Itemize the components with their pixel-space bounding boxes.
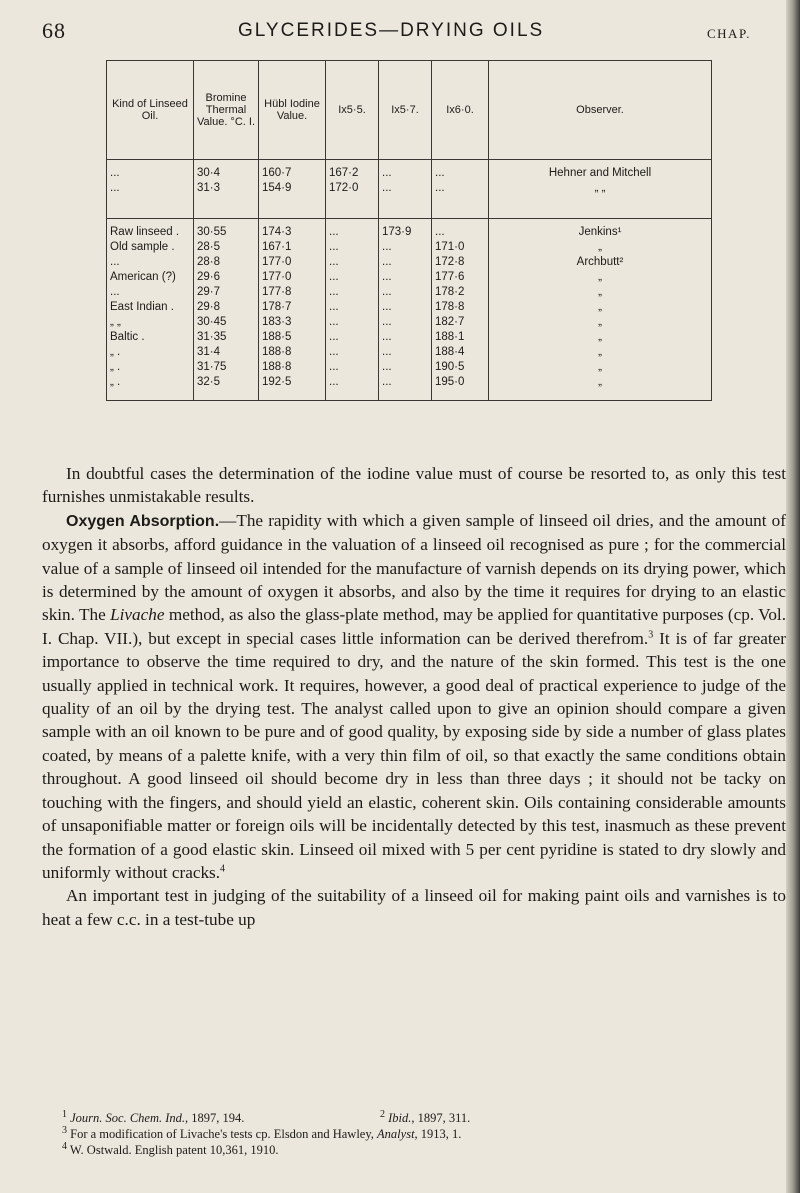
table-cell-kind: Baltic . xyxy=(107,330,194,345)
footnote-4-text: W. Ostwald. English patent 10,361, 1910. xyxy=(69,1143,279,1157)
footnote-3-text-a: For a modification of Livache's tests cp. Elsdon and Hawley, xyxy=(70,1127,378,1141)
paragraph-2 xyxy=(42,509,786,885)
table-row xyxy=(107,345,712,360)
footnote-1-ref: , 1897, 194. xyxy=(185,1111,245,1125)
page-edge-shadow xyxy=(786,0,800,1193)
table-group-2 xyxy=(107,219,712,401)
page-number: 68 xyxy=(42,18,66,43)
table-cell-i55: ... xyxy=(326,300,379,315)
table-cell-kind: Old sample . xyxy=(107,240,194,255)
table-spacer-cell xyxy=(107,390,194,401)
table-cell-bromine: 28·8 xyxy=(194,255,259,270)
table-cell-observer: „ xyxy=(489,270,712,285)
table-cell-i55: ... xyxy=(326,270,379,285)
table-cell-i57: ... xyxy=(379,315,432,330)
table-cell-hubl: 188·8 xyxy=(259,360,326,375)
table-cell-i60: 190·5 xyxy=(432,360,489,375)
table-cell-observer: „ xyxy=(489,375,712,390)
table-cell-hubl: 192·5 xyxy=(259,375,326,390)
body-text xyxy=(42,462,786,931)
table-cell-kind: ... xyxy=(107,181,194,196)
table-cell-kind: Raw linseed . xyxy=(107,225,194,240)
footnote-ref-4: 4 xyxy=(220,863,226,875)
col-bromine-header: Bromine Thermal Value. °C. I. xyxy=(194,61,259,160)
paragraph-2-text-a: —The rapidity with which a given sample of linseed oil dries, and the amount of oxygen it absorbs, afford guidance in the valuation of a linseed oil recognised as pure ; for the commercial value of a sample of linseed oil intended for the manufacture of varnish depends on its drying power, which is determined by the amount of oxygen it absorbs, and also by the time it requires for drying to an elastic skin. The xyxy=(42,510,787,625)
table-cell-bromine: 31·35 xyxy=(194,330,259,345)
footnote-2 xyxy=(380,1110,470,1126)
paragraph-1: In doubtful cases the determination of the iodine value must of course be resorted to, as only this test furnishes unmistakable results. xyxy=(42,464,786,507)
table-cell-hubl: 188·5 xyxy=(259,330,326,345)
table-cell-i57: ... xyxy=(379,240,432,255)
table-spacer-cell xyxy=(194,390,259,401)
table-cell-observer: „ xyxy=(489,285,712,300)
table-spacer-cell xyxy=(489,390,712,401)
footnote-1 xyxy=(62,1108,245,1125)
running-title: GLYCERIDES—DRYING OILS xyxy=(238,20,545,41)
table-row xyxy=(107,315,712,330)
footnote-2-mark: 2 xyxy=(380,1108,385,1120)
footnote-4-mark: 4 xyxy=(62,1140,67,1152)
table-cell-kind: American (?) xyxy=(107,270,194,285)
table-row xyxy=(107,285,712,300)
table-cell-observer: Archbutt² xyxy=(489,255,712,270)
footnote-3 xyxy=(62,1126,782,1142)
table-cell-hubl: 177·0 xyxy=(259,255,326,270)
table-cell-i60: 188·4 xyxy=(432,345,489,360)
table-row xyxy=(107,360,712,375)
table-cell-i57: ... xyxy=(379,181,432,196)
table-cell-i57: ... xyxy=(379,360,432,375)
table-cell-i60: 178·2 xyxy=(432,285,489,300)
table-row xyxy=(107,300,712,315)
table-cell-i57: ... xyxy=(379,166,432,181)
paragraph-2-text-b: method, as also the glass-plate method, may be applied for quantitative purposes (cp. Vol. I. Chap. VII.), but except in special cases little information can be derived therefrom. xyxy=(42,605,787,648)
footnote-2-source: Ibid. xyxy=(388,1111,412,1125)
table-cell-i55: ... xyxy=(326,285,379,300)
page-header xyxy=(0,18,786,48)
footnote-ref-3: 3 xyxy=(648,629,654,641)
table-cell-i55: ... xyxy=(326,315,379,330)
table-cell-kind: ... xyxy=(107,166,194,181)
livache-italic: Livache xyxy=(110,605,165,625)
footnote-3-mark: 3 xyxy=(62,1124,67,1136)
linseed-oil-table xyxy=(106,60,712,401)
table-cell-observer: „ xyxy=(489,330,712,345)
table-cell-hubl: 188·8 xyxy=(259,345,326,360)
table-cell-i60: 188·1 xyxy=(432,330,489,345)
table-spacer-cell xyxy=(432,196,489,219)
table-cell-kind: ... xyxy=(107,255,194,270)
table-cell-i57: ... xyxy=(379,345,432,360)
table-cell-i55: ... xyxy=(326,375,379,390)
paragraph-2-text-c: It is of far greater importance to observe the time required to dry, and the nature of the skin formed. This test is the one usually applied in technical work. It requires, however, a good deal of practical experience to judge of the quality of an oil by the drying test. The analyst called upon to give an opinion should compare a given sample with an oil known to be pure and of good quality, by exposing side by side a number of glass plates coated, by means of a palette knife, with a very thin film of oil, so that exactly the same conditions obtain throughout. A good linseed oil should become dry in less than three days ; it should not be tacky on touching with the fingers, and should yield an elastic, coherent skin. Oils containing considerable amounts of unsaponifiable matter or foreign oils will be incidentally detected by this test, inasmuch as these prevent the formation of a good elastic skin. Linseed oil mixed with 5 per cent pyridine is stated to dry slowly and uniformly without cracks. xyxy=(42,628,786,882)
table-row xyxy=(107,330,712,345)
table-cell-hubl: 174·3 xyxy=(259,225,326,240)
footnote-1-mark: 1 xyxy=(62,1108,67,1120)
table-cell-hubl: 177·0 xyxy=(259,270,326,285)
table-cell-observer: „ xyxy=(489,360,712,375)
table-spacer-cell xyxy=(326,196,379,219)
table-cell-i60: 171·0 xyxy=(432,240,489,255)
table-cell-hubl: 177·8 xyxy=(259,285,326,300)
col-i60-header: Ix6·0. xyxy=(432,61,489,160)
table-spacer-cell xyxy=(259,390,326,401)
table-cell-i55: ... xyxy=(326,360,379,375)
table-cell-kind: „ . xyxy=(107,360,194,375)
footnote-3-text-b: , 1913, 1. xyxy=(414,1127,462,1141)
table-cell-i60: 177·6 xyxy=(432,270,489,285)
table-spacer-cell xyxy=(326,390,379,401)
table-cell-kind: ... xyxy=(107,285,194,300)
table-cell-bromine: 31·3 xyxy=(194,181,259,196)
table-spacer-cell xyxy=(194,196,259,219)
table-cell-observer: „ xyxy=(489,240,712,255)
table-cell-bromine: 28·5 xyxy=(194,240,259,255)
table-cell-bromine: 29·6 xyxy=(194,270,259,285)
table-cell-hubl: 154·9 xyxy=(259,181,326,196)
table-cell-i57: ... xyxy=(379,300,432,315)
table-row xyxy=(107,270,712,285)
table-cell-i57: 173·9 xyxy=(379,225,432,240)
table-cell-bromine: 30·4 xyxy=(194,166,259,181)
table-cell-i60: 178·8 xyxy=(432,300,489,315)
table-cell-i55: ... xyxy=(326,255,379,270)
footnote-4 xyxy=(62,1142,782,1158)
table-row xyxy=(107,225,712,240)
table-spacer-cell xyxy=(259,196,326,219)
table-cell-observer: „ xyxy=(489,300,712,315)
table-cell-bromine: 30·45 xyxy=(194,315,259,330)
table-spacer-row xyxy=(107,390,712,401)
table-cell-i57: ... xyxy=(379,330,432,345)
col-observer-header: Observer. xyxy=(489,61,712,160)
table-spacer-cell xyxy=(379,390,432,401)
table-cell-i55: 172·0 xyxy=(326,181,379,196)
table-cell-i55: ... xyxy=(326,330,379,345)
table-row xyxy=(107,166,712,181)
table-cell-i57: ... xyxy=(379,375,432,390)
table-header-row xyxy=(107,61,712,160)
table-cell-bromine: 29·8 xyxy=(194,300,259,315)
table-cell-i57: ... xyxy=(379,255,432,270)
table-cell-i60: ... xyxy=(432,225,489,240)
table-cell-i57: ... xyxy=(379,285,432,300)
table-cell-i60: ... xyxy=(432,181,489,196)
table-spacer-cell xyxy=(107,196,194,219)
table-spacer-cell xyxy=(489,196,712,219)
table-cell-hubl: 160·7 xyxy=(259,166,326,181)
table-cell-i57: ... xyxy=(379,270,432,285)
table-cell-observer: Jenkins¹ xyxy=(489,225,712,240)
table-spacer-cell xyxy=(432,390,489,401)
table-cell-observer: „ „ xyxy=(489,181,712,196)
table-row xyxy=(107,240,712,255)
table-cell-hubl: 167·1 xyxy=(259,240,326,255)
table-cell-observer: Hehner and Mitchell xyxy=(489,166,712,181)
table-cell-kind: „ „ xyxy=(107,315,194,330)
table-spacer-cell xyxy=(379,196,432,219)
table-row xyxy=(107,255,712,270)
footnote-line-1-2 xyxy=(62,1110,782,1126)
table-spacer-row xyxy=(107,196,712,219)
table-cell-observer: „ xyxy=(489,345,712,360)
col-hubl-header: Hübl Iodine Value. xyxy=(259,61,326,160)
table-cell-i60: 172·8 xyxy=(432,255,489,270)
table-cell-hubl: 178·7 xyxy=(259,300,326,315)
table-cell-kind: „ . xyxy=(107,375,194,390)
table-cell-kind: „ . xyxy=(107,345,194,360)
table-cell-bromine: 29·7 xyxy=(194,285,259,300)
table-cell-i55: 167·2 xyxy=(326,166,379,181)
table-cell-i55: ... xyxy=(326,240,379,255)
footnotes xyxy=(62,1110,782,1158)
section-heading-oxygen-absorption: Oxygen Absorption. xyxy=(66,512,220,530)
table-cell-bromine: 32·5 xyxy=(194,375,259,390)
chapter-label: CHAP. xyxy=(707,26,751,41)
table-cell-i60: 182·7 xyxy=(432,315,489,330)
footnote-2-ref: , 1897, 311. xyxy=(411,1111,471,1125)
col-i55-header: Ix5·5. xyxy=(326,61,379,160)
table-cell-bromine: 31·4 xyxy=(194,345,259,360)
table-group-1 xyxy=(107,160,712,219)
table-cell-i60: 195·0 xyxy=(432,375,489,390)
table-cell-i55: ... xyxy=(326,345,379,360)
table-cell-i55: ... xyxy=(326,225,379,240)
table-row xyxy=(107,375,712,390)
footnote-3-journal: Analyst xyxy=(377,1127,415,1141)
table-cell-i60: ... xyxy=(432,166,489,181)
table-cell-bromine: 30·55 xyxy=(194,225,259,240)
table-cell-hubl: 183·3 xyxy=(259,315,326,330)
footnote-1-source: Journ. Soc. Chem. Ind. xyxy=(70,1111,186,1125)
col-kind-header: Kind of Linseed Oil. xyxy=(107,61,194,160)
table-row xyxy=(107,181,712,196)
table-cell-kind: East Indian . xyxy=(107,300,194,315)
col-i57-header: Ix5·7. xyxy=(379,61,432,160)
table-cell-observer: „ xyxy=(489,315,712,330)
paragraph-3: An important test in judging of the suitability of a linseed oil for making paint oils and varnishes is to heat a few c.c. in a test-tube up xyxy=(42,886,786,929)
table-cell-bromine: 31·75 xyxy=(194,360,259,375)
